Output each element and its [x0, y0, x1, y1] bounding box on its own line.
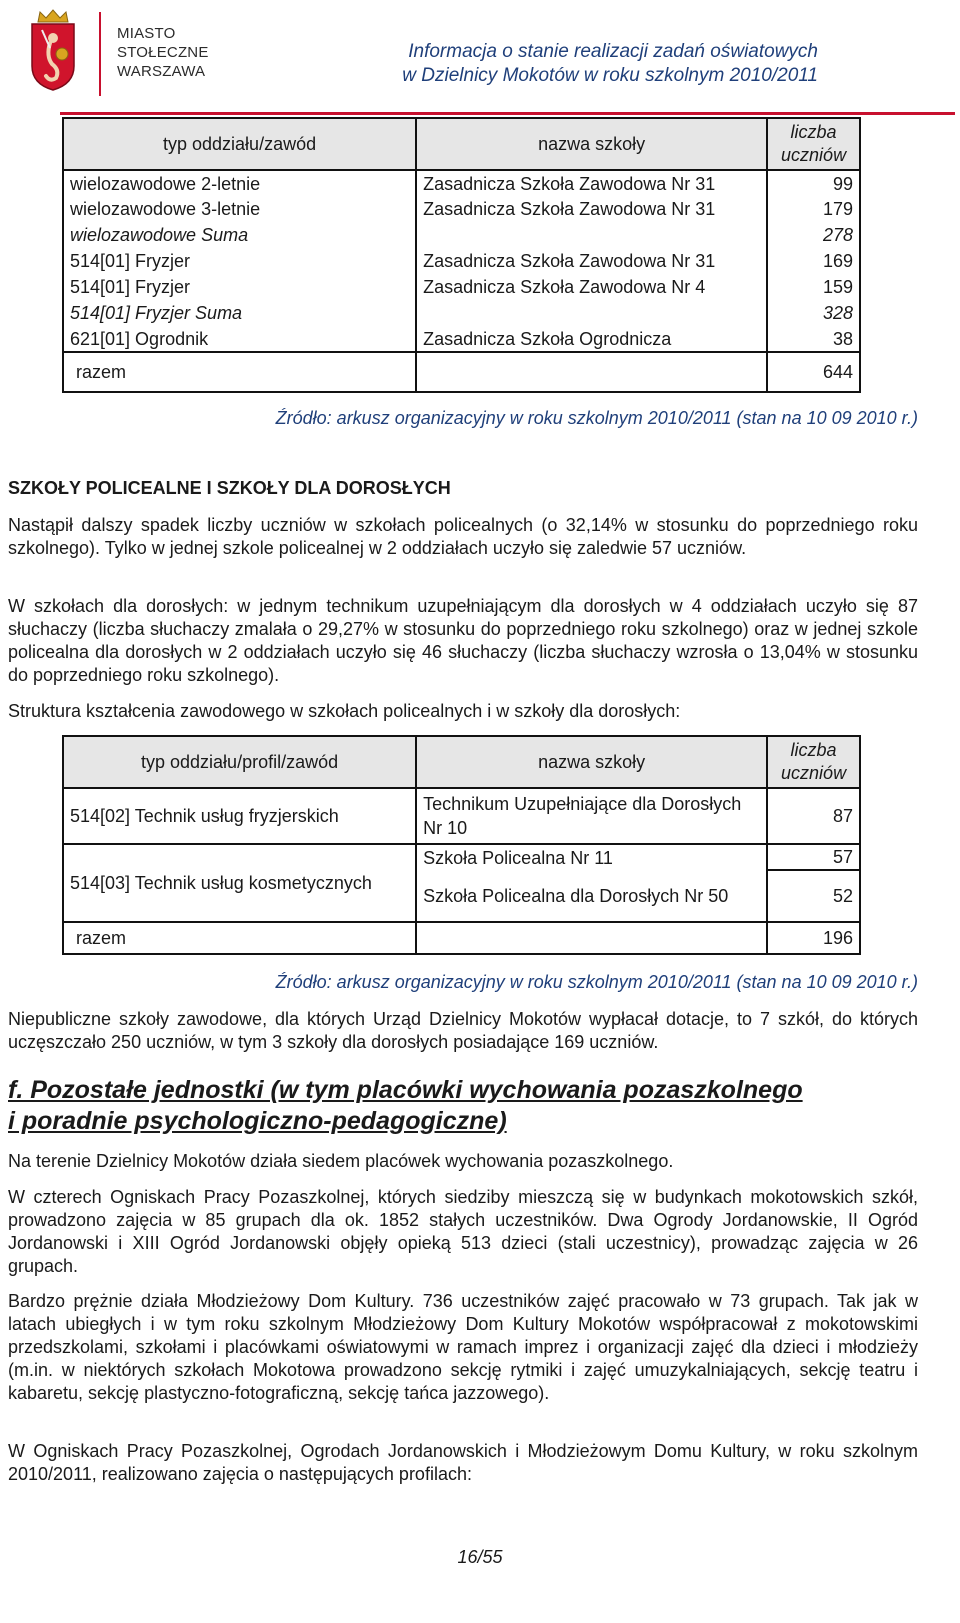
table-row [63, 196, 860, 222]
cell-count: 52 [767, 870, 860, 922]
cell-school: Zasadnicza Szkoła Ogrodnicza [416, 326, 767, 352]
cell-type: 621[01] Ogrodnik [63, 326, 416, 352]
postsecondary-schools-table [62, 735, 861, 955]
logo-line: MIASTO [117, 25, 176, 42]
header-rule [60, 112, 955, 115]
cell-type: wielozawodowe Suma [63, 222, 416, 248]
cell-count: 179 [767, 196, 860, 222]
cell-type: wielozawodowe 3-letnie [63, 196, 416, 222]
document-title [402, 40, 818, 88]
cell-school: Szkoła Policealna Nr 11 [416, 844, 767, 870]
total-label: razem [63, 352, 416, 392]
paragraph: Bardzo prężnie działa Młodzieżowy Dom Kultury. 736 uczestników zajęć pracowało w 73 grupach. Tak jak w latach ubiegłych i w tym roku szkolnym Młodzieżowy Dom Kultury Mokotów współpracował z mokotowskimi przedszkolami, szkołami i placówkami oświatowymi w ramach imprez i organizacji zajęć dla dzieci i młodzieży (m.in. w niektórych szkołach Mokotowa prowadzono sekcję rytmiki i zajęć umuzykalniających, sekcję teatru i kabaretu, sekcję plastyczno-fotograficzną, sekcję tańca jazzowego). [8, 1291, 918, 1403]
column-header: nazwa szkoły [416, 736, 767, 788]
table-row [63, 222, 860, 248]
warsaw-crest-icon [26, 8, 80, 92]
cell-count: 38 [767, 326, 860, 352]
column-header: liczba uczniów [767, 118, 860, 170]
table-row [63, 248, 860, 274]
table-row [63, 274, 860, 300]
cell-school [416, 222, 767, 248]
section-f-title-line: f. Pozostałe jednostki (w tym placówki wychowania pozaszkolnego [8, 1076, 803, 1104]
cell-type: 514[01] Fryzjer [63, 274, 416, 300]
table1-source: Źródło: arkusz organizacyjny w roku szkolnym 2010/2011 (stan na 10 09 2010 r.) [275, 408, 918, 428]
cell-type: 514[01] Fryzjer Suma [63, 300, 416, 326]
cell-school: Zasadnicza Szkoła Zawodowa Nr 31 [416, 248, 767, 274]
cell-count: 278 [767, 222, 860, 248]
logo-wordmark [117, 24, 209, 81]
cell-count: 328 [767, 300, 860, 326]
paragraph: Na terenie Dzielnicy Mokotów działa siedem placówek wychowania pozaszkolnego. [8, 1151, 674, 1171]
table-row [63, 326, 860, 352]
document-title-line: w Dzielnicy Mokotów w roku szkolnym 2010/2011 [402, 65, 818, 86]
logo-line: STOŁECZNE [117, 44, 209, 61]
total-empty [416, 352, 767, 392]
section-f-title-line: i poradnie psychologiczno-pedagogiczne) [8, 1107, 507, 1135]
section-heading: SZKOŁY POLICEALNE I SZKOŁY DLA DOROSŁYCH [8, 478, 451, 498]
cell-count: 99 [767, 170, 860, 196]
cell-count: 159 [767, 274, 860, 300]
paragraph: Niepubliczne szkoły zawodowe, dla których Urząd Dzielnicy Mokotów wypłacał dotacje, to 7 szkół, do których uczęszczało 250 uczniów, w tym 3 szkoły dla dorosłych posiadające 169 uczniów. [8, 1009, 918, 1052]
page-header [0, 0, 960, 118]
table-row [63, 300, 860, 326]
column-header: typ oddziału/profil/zawód [63, 736, 416, 788]
cell-school: Zasadnicza Szkoła Zawodowa Nr 31 [416, 196, 767, 222]
paragraph: W szkołach dla dorosłych: w jednym technikum uzupełniającym dla dorosłych w 4 oddziałach uczyło się 87 słuchaczy (liczba słuchaczy zmalała o 29,27% w stosunku do poprzedniego roku szkolnego) oraz w jednej szkole policealna dla dorosłych w 2 oddziałach uczyło się 46 słuchaczy (liczba słuchaczy wzrosła o 13,04% w stosunku do poprzedniego roku szkolnego). [8, 596, 918, 685]
page-number: 16/55 [457, 1547, 503, 1567]
cell-count: 169 [767, 248, 860, 274]
cell-type: 514[03] Technik usług kosmetycznych [63, 844, 416, 922]
cell-school: Technikum Uzupełniające dla Dorosłych Nr 10 [416, 788, 767, 844]
total-row [63, 922, 860, 954]
cell-school: Szkoła Policealna dla Dorosłych Nr 50 [416, 870, 767, 922]
paragraph: Struktura kształcenia zawodowego w szkołach policealnych i w szkoły dla dorosłych: [8, 701, 681, 721]
logo-separator [99, 12, 101, 96]
total-value: 644 [767, 352, 860, 392]
paragraph: Nastąpił dalszy spadek liczby uczniów w szkołach policealnych (o 32,14% w stosunku do poprzedniego roku szkolnego). Tylko w jednej szkole policealnej w 2 oddziałach uczyło się zaledwie 57 uczniów. [8, 515, 918, 558]
cell-type: 514[02] Technik usług fryzjerskich [63, 788, 416, 844]
cell-school: Zasadnicza Szkoła Zawodowa Nr 31 [416, 170, 767, 196]
paragraph: W Ogniskach Pracy Pozaszkolnej, Ogrodach Jordanowskich i Młodzieżowym Domu Kultury, w roku szkolnym 2010/2011, realizowano zajęcia o następujących profilach: [8, 1441, 918, 1484]
table-row [63, 844, 860, 870]
section-f-title [8, 1075, 803, 1137]
total-row [63, 352, 860, 392]
cell-count: 57 [767, 844, 860, 870]
table-row [63, 788, 860, 844]
cell-type: wielozawodowe 2-letnie [63, 170, 416, 196]
table-row [63, 170, 860, 196]
total-label: razem [63, 922, 416, 954]
document-title-line: Informacja o stanie realizacji zadań oświatowych [408, 41, 818, 62]
paragraph: W czterech Ogniskach Pracy Pozaszkolnej, których siedziby mieszczą się w budynkach mokotowskich szkół, prowadzono zajęcia w 85 grupach dla ok. 1852 stałych uczestników. Dwa Ogrody Jordanowskie, II Ogród Jordanowski i XIII Ogród Jordanowski objęły opieką 513 dzieci (stali uczestnicy), prowadząc zajęcia w 26 grupach. [8, 1187, 918, 1276]
total-value: 196 [767, 922, 860, 954]
column-header: typ oddziału/zawód [63, 118, 416, 170]
vocational-schools-table [62, 117, 861, 393]
column-header: liczba uczniów [767, 736, 860, 788]
logo-line: WARSZAWA [117, 63, 206, 80]
total-empty [416, 922, 767, 954]
cell-school: Zasadnicza Szkoła Zawodowa Nr 4 [416, 274, 767, 300]
cell-school [416, 300, 767, 326]
cell-count: 87 [767, 788, 860, 844]
cell-type: 514[01] Fryzjer [63, 248, 416, 274]
table2-source: Źródło: arkusz organizacyjny w roku szkolnym 2010/2011 (stan na 10 09 2010 r.) [275, 972, 918, 992]
column-header: nazwa szkoły [416, 118, 767, 170]
